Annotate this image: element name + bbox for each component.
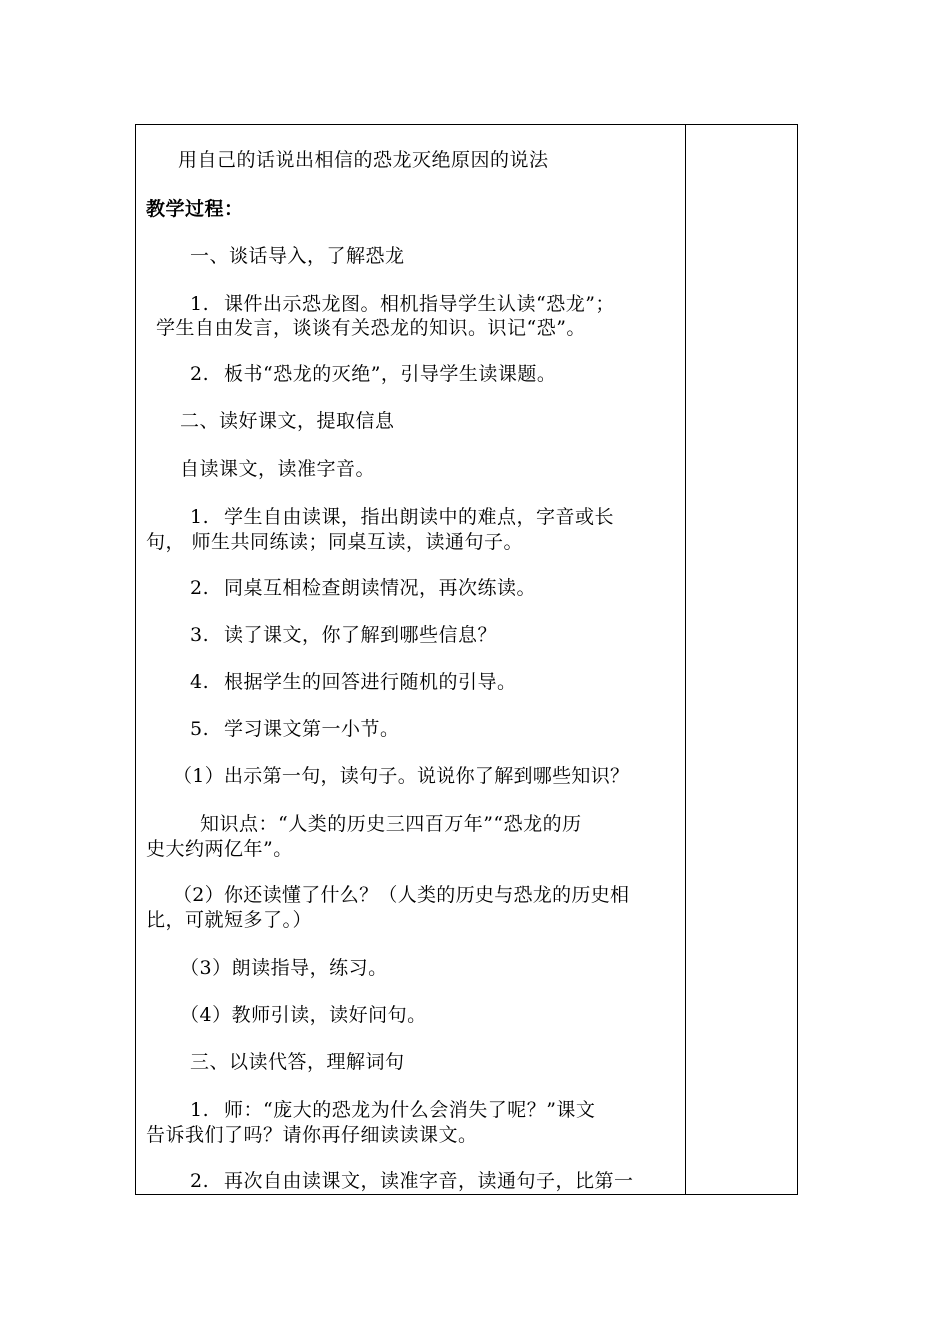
process-heading: 教学过程： (146, 198, 244, 220)
s3-item-1 (190, 1098, 595, 1122)
item-text: 板书“恐龙的灭绝”，引导学生读课题。 (224, 363, 557, 385)
s3-item-2 (190, 1169, 634, 1193)
s2-item-1-cont: 句， 师生共同练读；同桌互读，读通句子。 (146, 531, 524, 553)
s2-item-2 (190, 576, 536, 600)
item-number: 1. (190, 1099, 210, 1121)
item-text: 再次自由读课文，读准字音，读通句子，比第一 (224, 1170, 634, 1192)
sub-item-1: （1）出示第一句，读句子。说说你了解到哪些知识？ (173, 765, 630, 787)
sub-item-3: （3）朗读指导，练习。 (180, 957, 388, 979)
s2-item-1 (190, 505, 614, 529)
sub-item-2-cont: 比，可就短多了。） (146, 909, 313, 931)
item-number: 1. (190, 506, 210, 528)
knowledge-points: 知识点：“人类的历史三四百万年”“恐龙的历 (200, 813, 582, 835)
sub-item-2: （2）你还读懂了什么？（人类的历史与恐龙的历史相 (173, 884, 630, 906)
column-divider (685, 124, 686, 1195)
s1-item-1 (190, 292, 615, 316)
s1-item-1-cont: 学生自由发言，谈谈有关恐龙的知识。识记“恐”。 (156, 317, 586, 339)
sub-item-4: （4）教师引读，读好问句。 (180, 1004, 427, 1026)
item-text: 同桌互相检查朗读情况，再次练读。 (224, 577, 537, 599)
item-text: 课件出示恐龙图。相机指导学生认读“恐龙”； (224, 293, 615, 315)
item-number: 2. (190, 363, 210, 385)
section-1-title: 一、谈话导入，了解恐龙 (190, 245, 405, 267)
item-number: 5. (190, 718, 210, 740)
section-2-title: 二、读好课文，提取信息 (180, 410, 395, 432)
s2-item-5 (190, 717, 400, 741)
objective-line: 用自己的话说出相信的恐龙灭绝原因的说法 (178, 149, 549, 171)
s1-item-2 (190, 362, 556, 386)
item-text: 根据学生的回答进行随机的引导。 (224, 671, 517, 693)
item-text: 学生自由读课，指出朗读中的难点，字音或长 (224, 506, 615, 528)
section-3-title: 三、以读代答，理解词句 (190, 1051, 405, 1073)
item-number: 3. (190, 624, 210, 646)
s2-intro: 自读课文，读准字音。 (180, 458, 376, 480)
s2-item-3 (190, 623, 497, 647)
s2-item-4 (190, 670, 517, 694)
s3-item-1-cont: 告诉我们了吗？请你再仔细读读课文。 (146, 1124, 478, 1146)
item-text: 师：“庞大的恐龙为什么会消失了呢？”课文 (224, 1099, 596, 1121)
lesson-table (135, 124, 798, 1195)
item-text: 学习课文第一小节。 (224, 718, 400, 740)
item-number: 2. (190, 577, 210, 599)
item-number: 1. (190, 293, 210, 315)
item-number: 4. (190, 671, 210, 693)
item-text: 读了课文，你了解到哪些信息？ (224, 624, 498, 646)
knowledge-points-cont: 史大约两亿年”。 (146, 838, 293, 860)
item-number: 2. (190, 1170, 210, 1192)
